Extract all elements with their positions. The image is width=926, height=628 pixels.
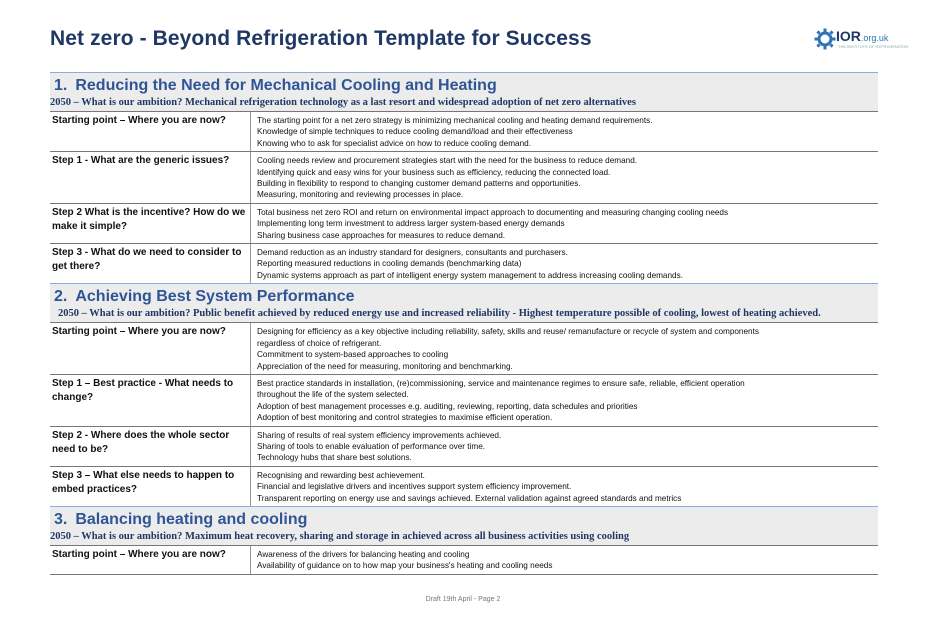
- row-items: [251, 467, 878, 506]
- table-row: [50, 545, 878, 575]
- section-2-header: [50, 283, 878, 322]
- section-3-title: 3. Balancing heating and cooling: [54, 510, 308, 528]
- row-items: [251, 204, 878, 243]
- list-item: Commitment to system-based approaches to cooling: [257, 350, 449, 360]
- row-items: [251, 112, 878, 151]
- section-2-title: 2. Achieving Best System Performance: [54, 288, 355, 306]
- section-1-title: 1. Reducing the Need for Mechanical Cooling and Heating: [54, 77, 497, 94]
- row-label: Starting point – Where you are now?: [50, 112, 251, 151]
- section-2-ambition: 2050 – What is our ambition? Public benefit achieved by reduced energy use and increased reliability - Highest temperature possible of cooling, lowest of heating achieved.: [58, 308, 821, 320]
- list-item: Knowing who to ask for specialist advice on how to reduce cooling demand.: [257, 138, 531, 148]
- page-title: Net zero - Beyond Refrigeration Template for Success: [50, 27, 592, 50]
- list-item: Availability of guidance on to how map your business's heating and cooling needs: [257, 561, 553, 571]
- row-items: [251, 427, 878, 466]
- logo-tagline: THE INSTITUTE OF REFRIGERATION: [838, 44, 909, 49]
- template-document: [50, 72, 878, 575]
- list-item: Transparent reporting on energy use and savings achieved. External validation against agreed standards and metrics: [257, 493, 682, 503]
- list-item: regardless of choice of refrigerant.: [257, 338, 382, 348]
- list-item: Adoption of best management processes e.g. auditing, reviewing, reporting, data schedules and priorities: [257, 401, 638, 411]
- ior-logo: [814, 28, 909, 50]
- section-3-header: [50, 506, 878, 545]
- row-label: Step 1 – Best practice - What needs to change?: [50, 375, 251, 426]
- list-item: Designing for efficiency as a key objective including reliability, safety, skills and reuse/ remanufacture or recycle of system and components: [257, 327, 759, 337]
- table-row: [50, 243, 878, 283]
- list-item: Best practice standards in installation, (re)commissioning, service and maintenance regimes to ensure safe, reliable, efficient operation: [257, 378, 745, 388]
- row-items: [251, 375, 878, 426]
- list-item: Financial and legislative drivers and incentives support system efficiency improvement.: [257, 482, 572, 492]
- section-3-ambition: 2050 – What is our ambition? Maximum heat recovery, sharing and storage in achieved across all business activities using cooling: [50, 530, 630, 542]
- row-label: Step 2 What is the incentive? How do we make it simple?: [50, 204, 251, 243]
- logo-brand: IOR.org.uk: [836, 28, 889, 44]
- list-item: Measuring, monitoring and reviewing processes in place.: [257, 190, 464, 200]
- table-row: [50, 374, 878, 426]
- row-label: Step 3 - What do we need to consider to get there?: [50, 244, 251, 283]
- row-label: Step 3 – What else needs to happen to embed practices?: [50, 467, 251, 506]
- list-item: Technology hubs that share best solutions.: [257, 453, 412, 463]
- list-item: Sharing business case approaches for measures to reduce demand.: [257, 230, 506, 240]
- section-1-ambition: 2050 – What is our ambition? Mechanical refrigeration technology as a last resort and widespread adoption of net zero alternatives: [50, 97, 636, 108]
- row-items: [251, 546, 878, 574]
- list-item: Recognising and rewarding best achievement.: [257, 470, 425, 480]
- row-items: [251, 323, 878, 374]
- table-row: [50, 322, 878, 374]
- table-row: [50, 111, 878, 151]
- list-item: Total business net zero ROI and return on environmental impact approach to documenting and measuring changing cooling needs: [257, 207, 729, 217]
- list-item: Dynamic systems approach as part of intelligent energy system management to address increasing cooling demands.: [257, 270, 683, 280]
- list-item: Cooling needs review and procurement strategies start with the need for the business to reduce demand.: [257, 156, 638, 166]
- list-item: Appreciation of the need for measuring, monitoring and benchmarking.: [257, 361, 513, 371]
- list-item: Implementing long term investment to address larger system-based energy demands: [257, 219, 565, 229]
- list-item: Sharing of results of real system efficiency improvements achieved.: [257, 430, 502, 440]
- row-items: [251, 244, 878, 283]
- list-item: Reporting measured reductions in cooling demands (benchmarking data): [257, 259, 522, 269]
- row-items: [251, 152, 878, 203]
- row-label: Starting point – Where you are now?: [50, 546, 251, 574]
- list-item: Adoption of best monitoring and control strategies to maximise efficient operation.: [257, 413, 553, 423]
- list-item: Building in flexibility to respond to changing customer demand patterns and opportunities.: [257, 179, 581, 189]
- list-item: Awareness of the drivers for balancing heating and cooling: [257, 549, 470, 559]
- row-label: Step 2 - Where does the whole sector need to be?: [50, 427, 251, 466]
- table-row: [50, 466, 878, 506]
- page-footer: Draft 19th April - Page 2: [425, 596, 501, 603]
- list-item: Sharing of tools to enable evaluation of performance over time.: [257, 441, 486, 451]
- list-item: Identifying quick and easy wins for your business such as efficiency, reducing the connected load.: [257, 167, 611, 177]
- list-item: throughout the life of the system selected.: [257, 390, 409, 400]
- section-1-header: [50, 72, 878, 111]
- gear-icon: [814, 28, 836, 50]
- row-label: Step 1 - What are the generic issues?: [50, 152, 251, 203]
- table-row: [50, 426, 878, 466]
- list-item: The starting point for a net zero strategy is minimizing mechanical cooling and heating demand requirements.: [257, 116, 653, 125]
- list-item: Demand reduction as an industry standard for designers, consultants and purchasers.: [257, 248, 568, 258]
- table-row: [50, 203, 878, 243]
- list-item: Knowledge of simple techniques to reduce cooling demand/load and their effectiveness: [257, 127, 573, 137]
- table-row: [50, 151, 878, 203]
- row-label: Starting point – Where you are now?: [50, 323, 251, 374]
